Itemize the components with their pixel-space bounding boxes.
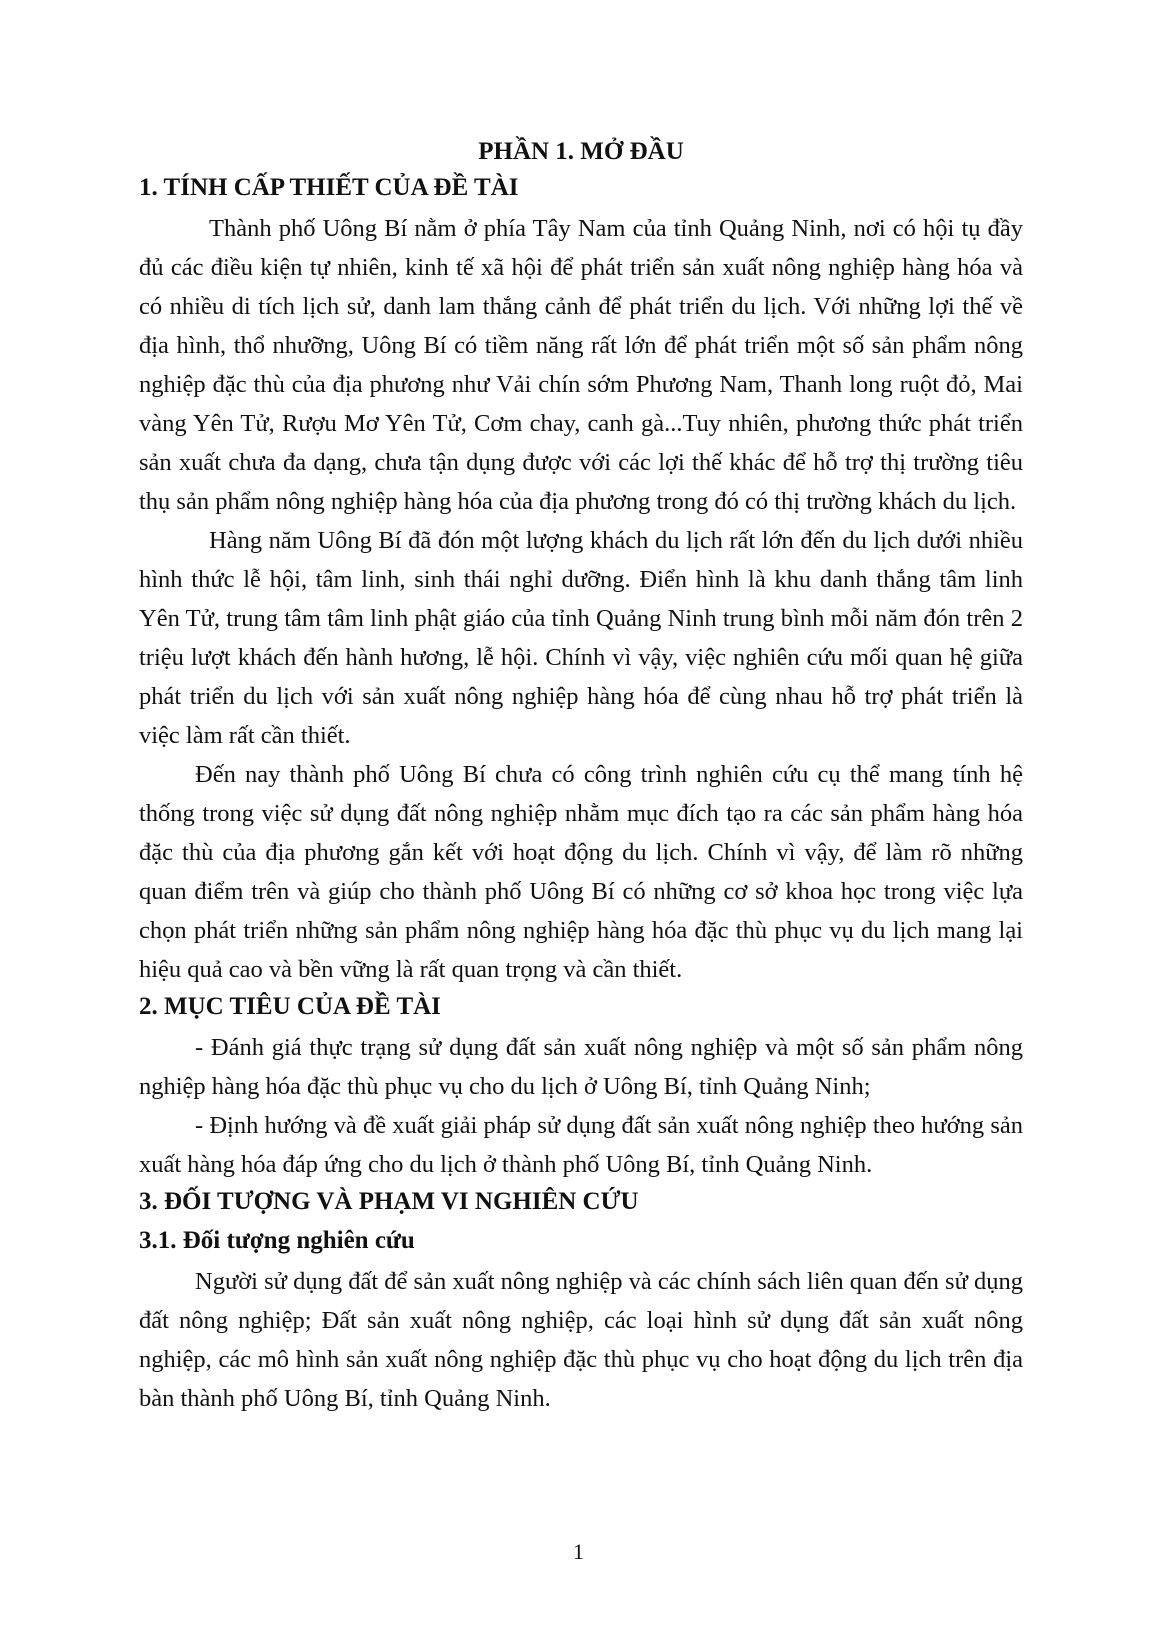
section-3-heading: 3. ĐỐI TƯỢNG VÀ PHẠM VI NGHIÊN CỨU	[139, 1188, 639, 1215]
section-3-1-heading: 3.1. Đối tượng nghiên cứu	[139, 1227, 415, 1254]
section-2-heading: 2. MỤC TIÊU CỦA ĐỀ TÀI	[139, 993, 441, 1020]
part-title: PHẦN 1. MỞ ĐẦU	[478, 138, 684, 165]
section-3-1-paragraph: Người sử dụng đất để sản xuất nông nghiệp và các chính sách liên quan đến sử dụng đất nông nghiệp; Đất sản xuất nông nghiệp, các loại hình sử dụng đất sản xuất nông nghiệp, các mô hình sản xuất nông nghiệp đặc thù phục vụ cho hoạt động du lịch trên địa bàn thành phố Uông Bí, tỉnh Quảng Ninh.	[139, 1268, 1023, 1412]
section-1-paragraph-3: Đến nay thành phố Uông Bí chưa có công trình nghiên cứu cụ thể mang tính hệ thống trong việc sử dụng đất nông nghiệp nhằm mục đích tạo ra các sản phẩm hàng hóa đặc thù của địa phương gắn kết với hoạt động du lịch. Chính vì vậy, để làm rõ những quan điểm trên và giúp cho thành phố Uông Bí có những cơ sở khoa học trong việc lựa chọn phát triển những sản phẩm nông nghiệp hàng hóa đặc thù phục vụ du lịch mang lại hiệu quả cao và bền vững là rất quan trọng và cần thiết.	[139, 761, 1023, 983]
page-number: 1	[573, 1539, 584, 1564]
section-2-item-2: - Định hướng và đề xuất giải pháp sử dụng đất sản xuất nông nghiệp theo hướng sản xuất hàng hóa đáp ứng cho du lịch ở thành phố Uông Bí, tỉnh Quảng Ninh.	[139, 1112, 1023, 1178]
section-2-item-1: - Đánh giá thực trạng sử dụng đất sản xuất nông nghiệp và một số sản phẩm nông nghiệp hàng hóa đặc thù phục vụ cho du lịch ở Uông Bí, tỉnh Quảng Ninh;	[139, 1034, 1023, 1100]
document-page	[139, 134, 1023, 1418]
section-1-paragraph-1: Thành phố Uông Bí nằm ở phía Tây Nam của tỉnh Quảng Ninh, nơi có hội tụ đầy đủ các điều kiện tự nhiên, kinh tế xã hội để phát triển sản xuất nông nghiệp hàng hóa và có nhiều di tích lịch sử, danh lam thắng cảnh để phát triển du lịch. Với những lợi thế về địa hình, thổ nhưỡng, Uông Bí có tiềm năng rất lớn để phát triển một số sản phẩm nông nghiệp đặc thù của địa phương như Vải chín sớm Phương Nam, Thanh long ruột đỏ, Mai vàng Yên Tử, Rượu Mơ Yên Tử, Cơm chay, canh gà...Tuy nhiên, phương thức phát triển sản xuất chưa đa dạng, chưa tận dụng được với các lợi thế khác để hỗ trợ thị trường tiêu thụ sản phẩm nông nghiệp hàng hóa của địa phương trong đó có thị trường khách du lịch.	[139, 215, 1023, 515]
section-1-heading: 1. TÍNH CẤP THIẾT CỦA ĐỀ TÀI	[139, 174, 519, 201]
section-1-paragraph-2: Hàng năm Uông Bí đã đón một lượng khách du lịch rất lớn đến du lịch dưới nhiều hình thức lễ hội, tâm linh, sinh thái nghỉ dưỡng. Điển hình là khu danh thắng tâm linh Yên Tử, trung tâm tâm linh phật giáo của tỉnh Quảng Ninh trung bình mỗi năm đón trên 2 triệu lượt khách đến hành hương, lễ hội. Chính vì vậy, việc nghiên cứu mối quan hệ giữa phát triển du lịch với sản xuất nông nghiệp hàng hóa để cùng nhau hỗ trợ phát triển là việc làm rất cần thiết.	[139, 527, 1023, 749]
